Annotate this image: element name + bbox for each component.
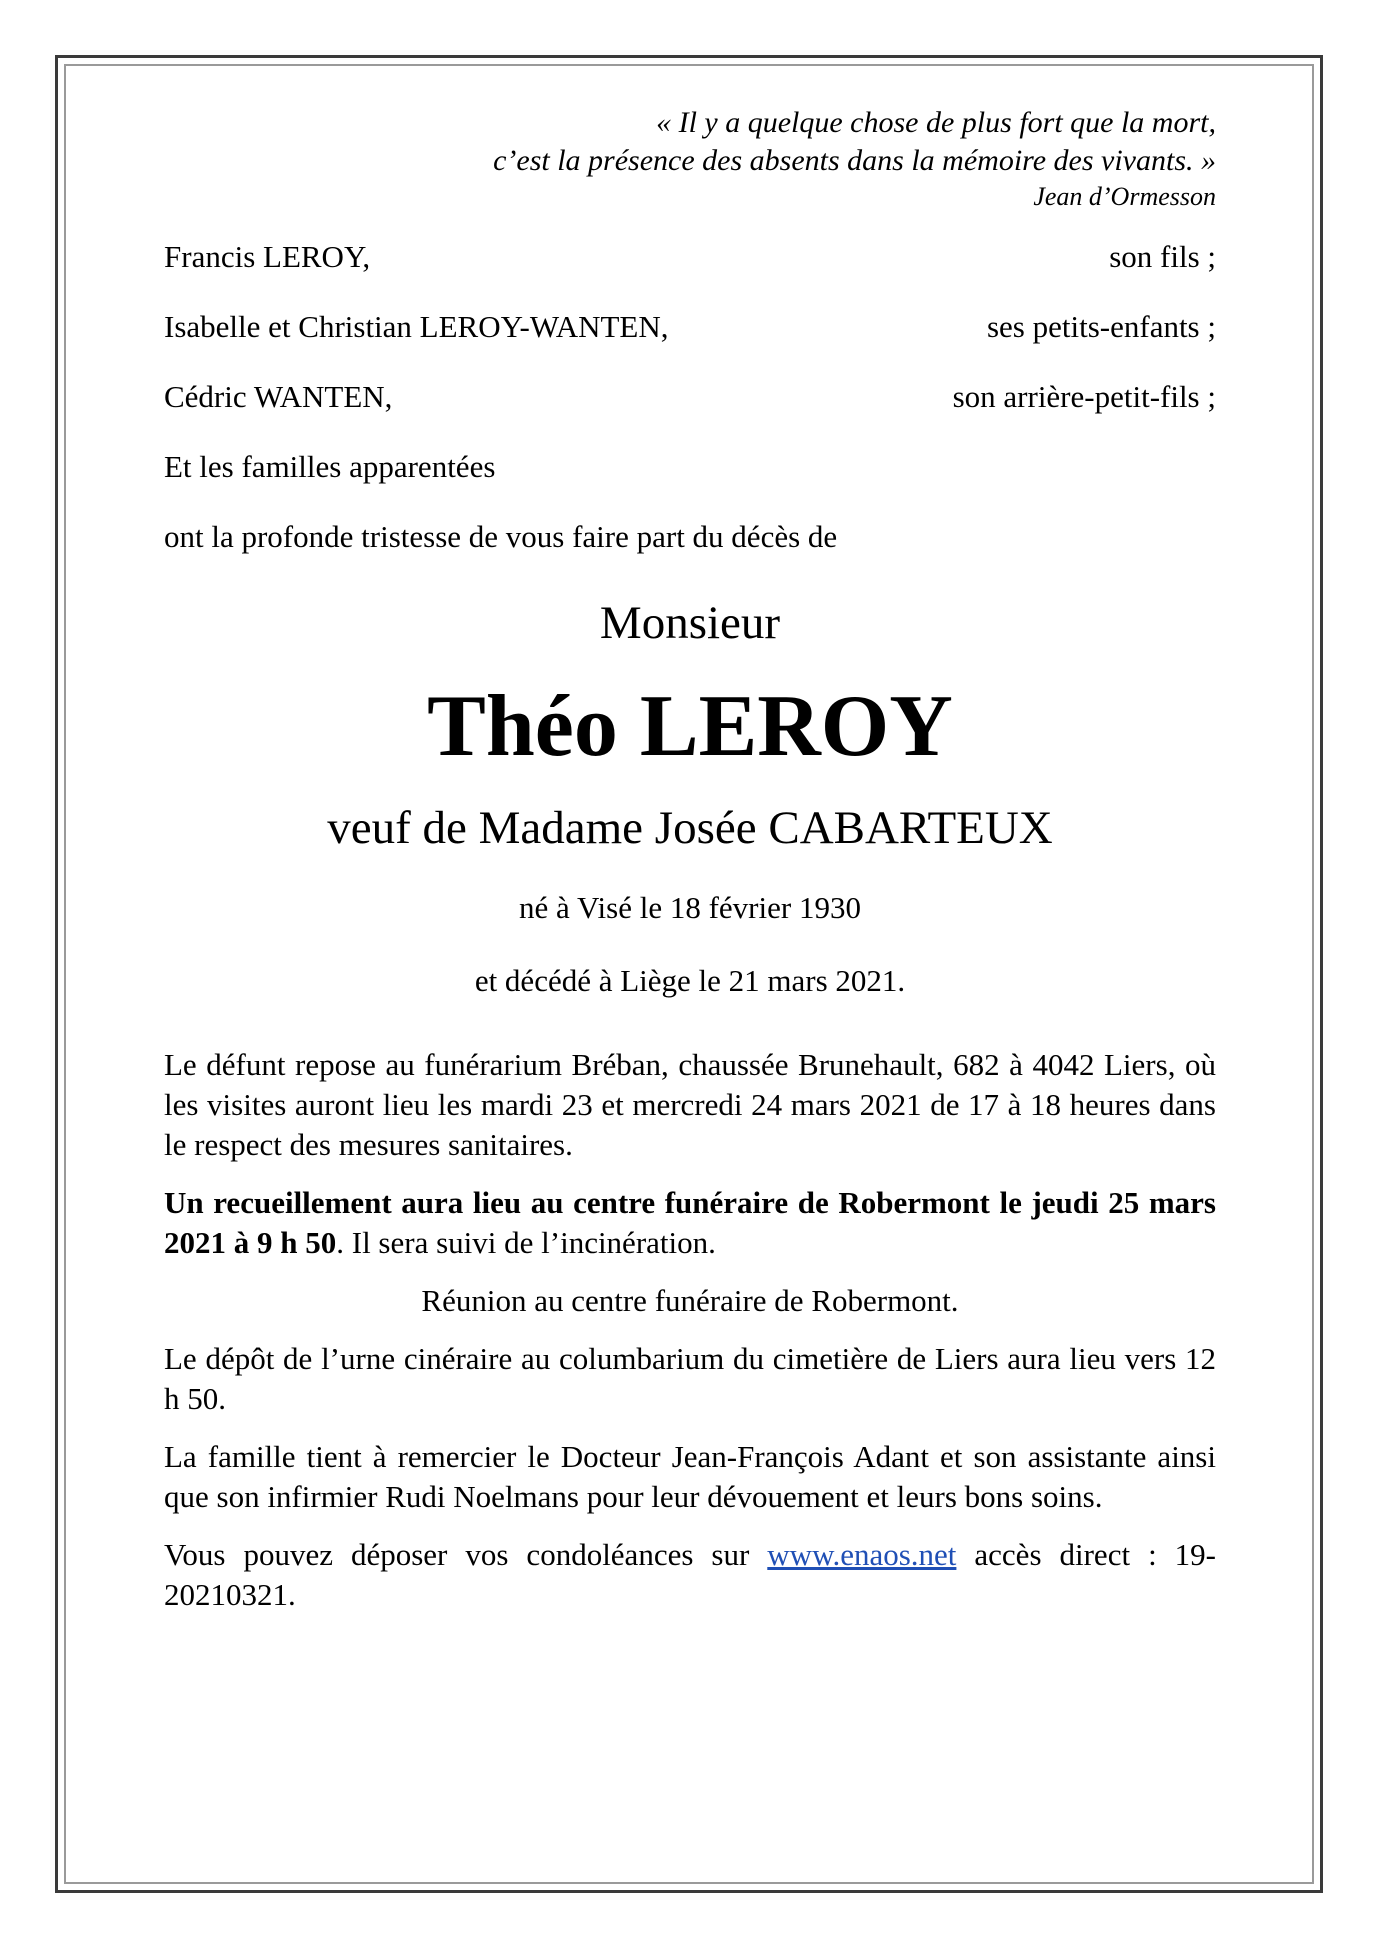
quote-line-1: « Il y a quelque chose de plus fort que la mort, — [656, 106, 1216, 139]
family-row — [164, 237, 1216, 277]
related-families: Et les familles apparentées — [164, 449, 496, 484]
urn-paragraph: Le dépôt de l’urne cinéraire au columbarium du cimetière de Liers aura lieu vers 12 h 50. — [164, 1341, 1216, 1416]
death-info: et décédé à Liège le 21 mars 2021. — [474, 963, 906, 998]
quote-line-2: c’est la présence des absents dans la mémoire des vivants. » — [493, 144, 1216, 177]
obituary-notice — [164, 104, 1216, 1615]
family-member-relation: son fils ; — [1109, 239, 1216, 274]
visitation-paragraph: Le défunt repose au funérarium Bréban, chaussée Brunehault, 682 à 4042 Liers, où les visites auront lieu les mardi 23 et mercredi 24 mars 2021 de 17 à 18 heures dans le respect des mesures sanitaires. — [164, 1047, 1216, 1162]
quote-author: Jean d’Ormesson — [1033, 182, 1216, 211]
ceremony-paragraph — [164, 1183, 1216, 1263]
epigraph-quote — [164, 104, 1216, 214]
condolences-access: accès direct : 19-20210321. — [164, 1537, 1216, 1612]
family-member-name: Isabelle et Christian LEROY-WANTEN, — [164, 309, 669, 344]
family-member-relation: ses petits-enfants ; — [986, 309, 1216, 344]
reunion-paragraph: Réunion au centre funéraire de Robermont. — [421, 1283, 959, 1318]
family-member-name: Francis LEROY, — [164, 239, 371, 274]
family-member-name: Cédric WANTEN, — [164, 379, 393, 414]
deceased-name: Théo LEROY — [427, 678, 953, 775]
announcement-intro: ont la profonde tristesse de vous faire part du décès de — [164, 519, 838, 554]
ceremony-followup: . Il sera suivi de l’incinération. — [336, 1225, 716, 1260]
thanks-paragraph: La famille tient à remercier le Docteur Jean-François Adant et son assistante ainsi que son infirmier Rudi Noelmans pour leur dévouement et leurs bons soins. — [164, 1439, 1216, 1514]
deceased-title: Monsieur — [599, 597, 781, 649]
birth-info: né à Visé le 18 février 1930 — [519, 890, 861, 925]
family-list — [164, 237, 1216, 557]
ceremony-details: Un recueillement aura lieu au centre funéraire de Robermont le jeudi 25 mars 2021 à 9 h 50 — [164, 1185, 1216, 1260]
family-member-relation: son arrière-petit-fils ; — [952, 379, 1216, 414]
condolences-paragraph — [164, 1535, 1216, 1615]
condolences-link[interactable]: www.enaos.net — [767, 1537, 957, 1572]
deceased-spouse: veuf de Madame Josée CABARTEUX — [327, 802, 1053, 854]
family-row — [164, 377, 1216, 417]
family-row — [164, 307, 1216, 347]
condolences-text: Vous pouvez déposer vos condoléances sur — [164, 1537, 768, 1572]
